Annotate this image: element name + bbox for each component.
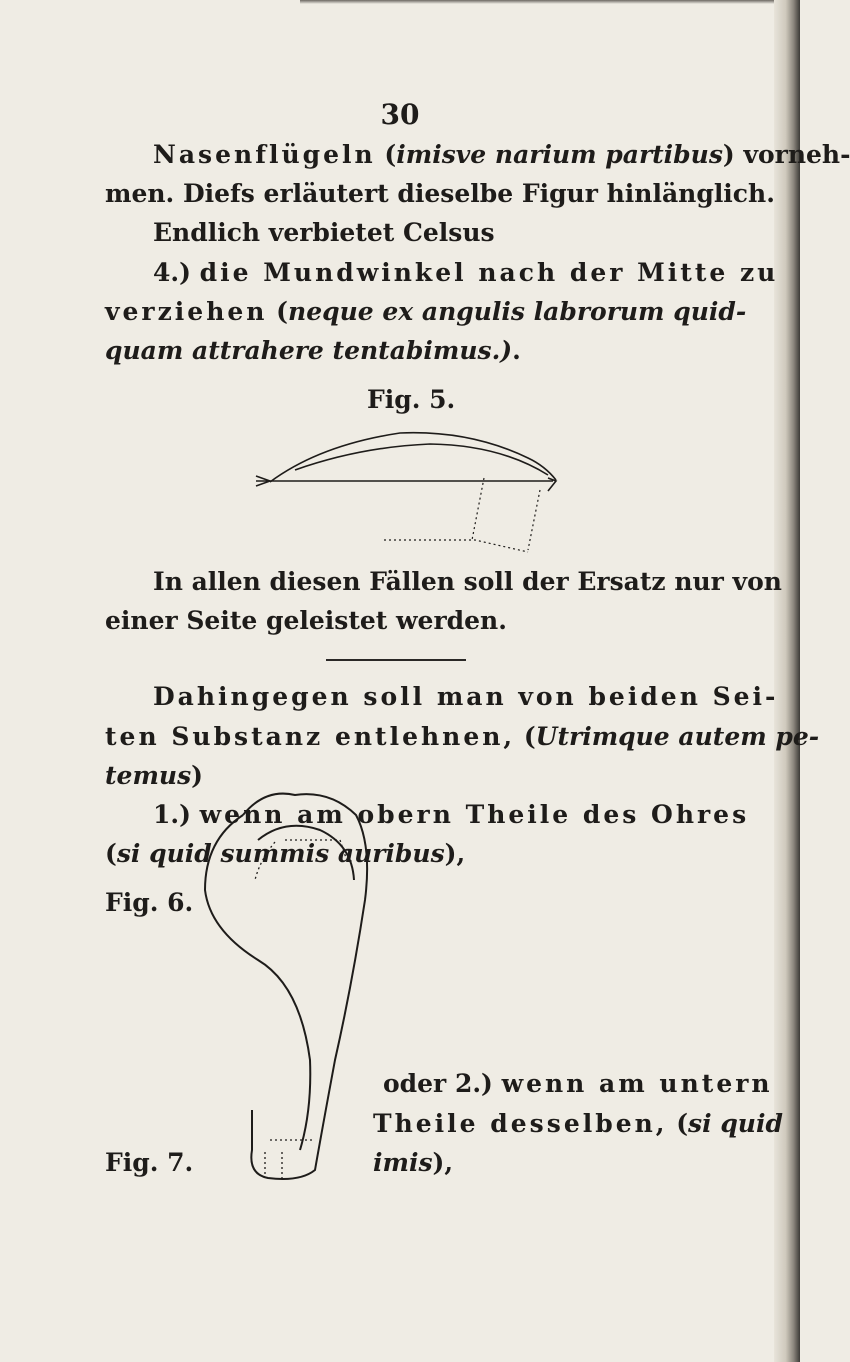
- text-line-3: Endlich verbietet Celsus: [153, 218, 495, 247]
- text-line-7: In allen diesen Fällen soll der Ersatz nur von: [153, 567, 782, 596]
- text-line-15: Theile desselben, (si quid: [373, 1109, 783, 1138]
- text-line-12: 1.) wenn am obern Theile des Ohres: [153, 800, 750, 829]
- figure-5-caption: Fig. 5.: [367, 385, 456, 414]
- fig7-dotted-cut: [265, 1140, 312, 1178]
- fig5-dotted-guides: [384, 478, 540, 552]
- text-line-4: 4.) die Mundwinkel nach der Mitte zu: [153, 258, 779, 287]
- figure-6-caption: Fig. 6.: [105, 888, 194, 917]
- section-divider: [326, 659, 466, 661]
- text-line-11: temus): [105, 761, 204, 790]
- text-line-8: einer Seite geleistet werden.: [105, 606, 507, 635]
- text-line-16: imis),: [373, 1148, 454, 1177]
- text-line-5: verziehen (neque ex angulis labrorum quid-: [105, 297, 747, 326]
- text-line-6: quam attrahere tentabimus.).: [105, 336, 521, 365]
- page-number: 30: [380, 98, 420, 131]
- text-line-14: oder 2.) wenn am untern: [383, 1069, 773, 1098]
- text-line-10: ten Substanz entlehnen, (Utrimque autem pe-: [105, 722, 820, 751]
- text-line-13: (si quid summis auribus),: [105, 839, 466, 868]
- text-line-1: Nasenflügeln (imisve narium partibus) vorneh-: [153, 140, 850, 169]
- text-line-2: men. Diefs erläutert dieselbe Figur hinlänglich.: [105, 179, 775, 208]
- fig5-right-corner: [548, 478, 556, 491]
- figure-7-caption: Fig. 7.: [105, 1148, 194, 1177]
- text-line-9: Dahingegen soll man von beiden Sei-: [153, 682, 779, 711]
- figure-5-drawing: [256, 433, 556, 552]
